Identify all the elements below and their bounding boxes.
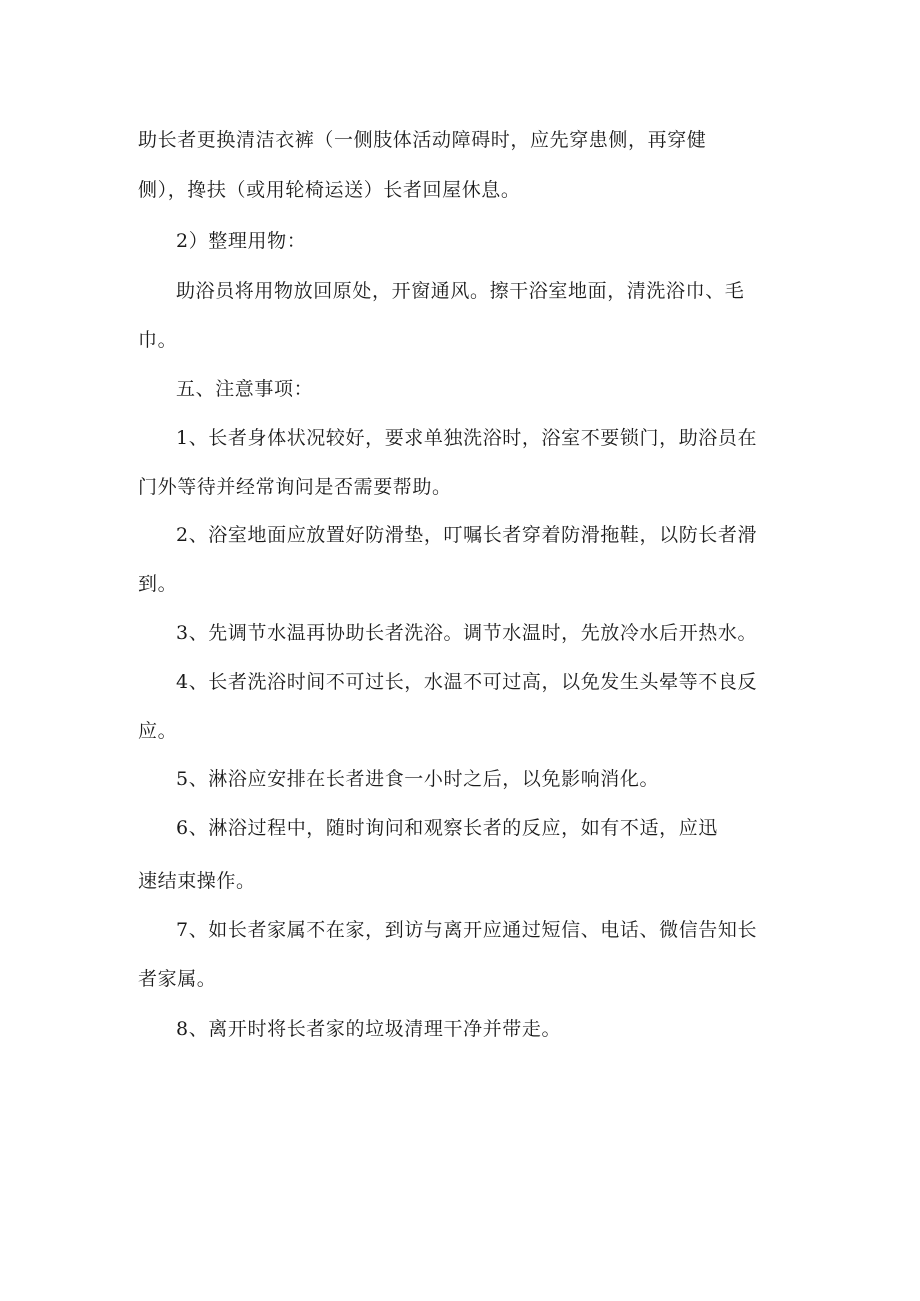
list-item: 8、离开时将长者家的垃圾清理干净并带走。 <box>176 1018 562 1040</box>
list-item: 2、浴室地面应放置好防滑垫，叮嘱长者穿着防滑拖鞋，以防长者滑 <box>176 524 758 546</box>
list-item: 5、淋浴应安排在长者进食一小时之后，以免影响消化。 <box>176 768 660 790</box>
list-item: 3、先调节水温再协助长者洗浴。调节水温时，先放冷水后开热水。 <box>176 622 758 644</box>
text-line: 侧），搀扶（或用轮椅运送）长者回屋休息。 <box>138 179 521 201</box>
text-line: 速结束操作。 <box>138 870 256 892</box>
list-item: 4、长者洗浴时间不可过长，水温不可过高，以免发生头晕等不良反 <box>176 671 758 693</box>
list-item: 7、如长者家属不在家，到访与离开应通过短信、电话、微信告知长 <box>176 919 758 941</box>
section-heading: 2）整理用物： <box>176 230 307 252</box>
text-line: 门外等待并经常询问是否需要帮助。 <box>138 476 452 498</box>
section-heading: 五、注意事项： <box>176 378 314 400</box>
text-line: 应。 <box>138 720 178 742</box>
text-line: 助长者更换清洁衣裤（一侧肢体活动障碍时，应先穿患侧，再穿健 <box>138 129 707 151</box>
list-item: 1、长者身体状况较好，要求单独洗浴时，浴室不要锁门，助浴员在 <box>176 427 758 449</box>
text-line: 巾。 <box>138 329 178 351</box>
text-line: 到。 <box>138 573 178 595</box>
list-item: 6、淋浴过程中，随时询问和观察长者的反应，如有不适，应迅 <box>176 817 718 839</box>
text-line: 者家属。 <box>138 968 217 990</box>
text-line: 助浴员将用物放回原处，开窗通风。擦干浴室地面，清洗浴巾、毛 <box>176 280 745 302</box>
